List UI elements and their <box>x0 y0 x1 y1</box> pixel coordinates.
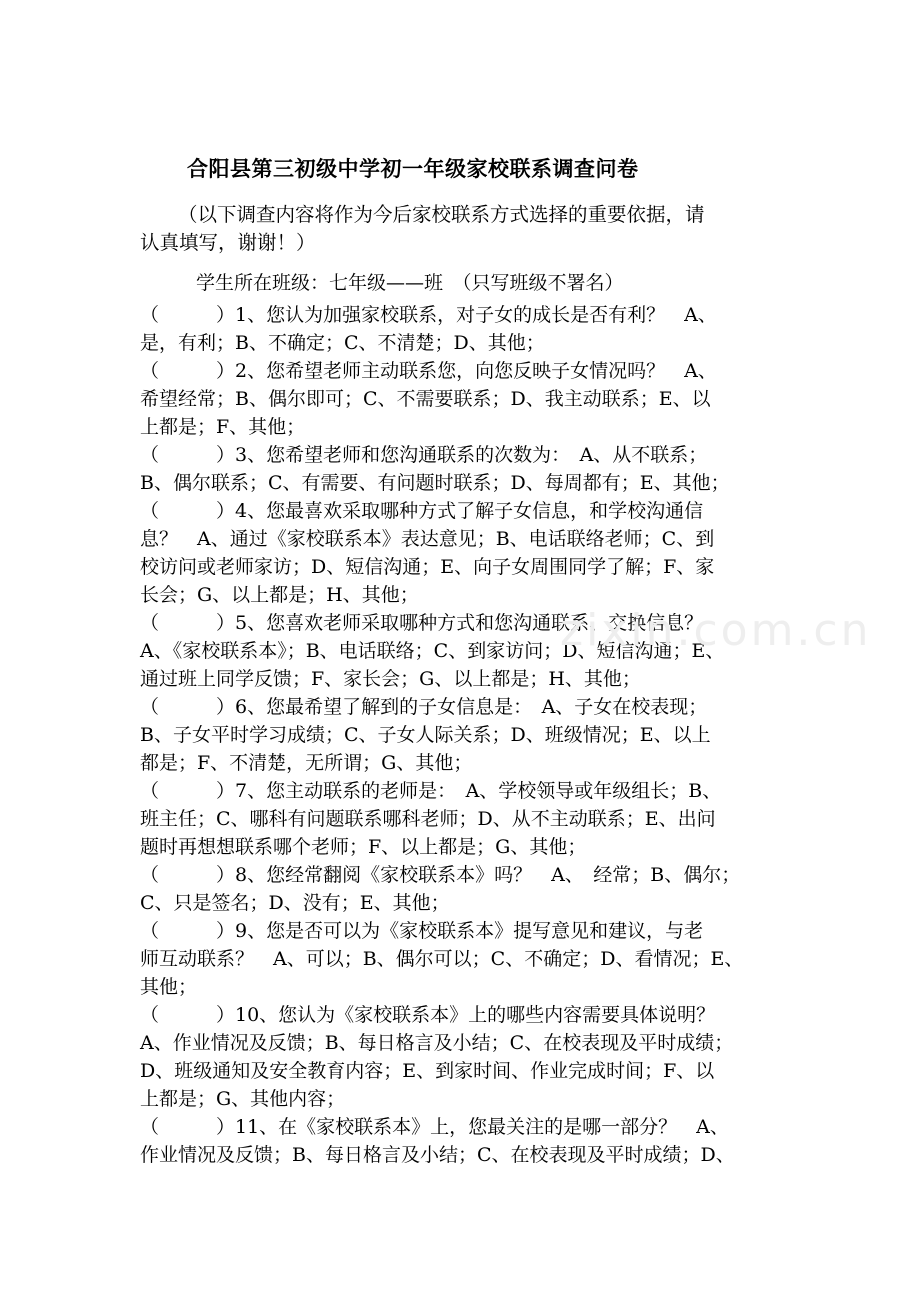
class-info-line: 学生所在班级：七年级——班 （只写班级不署名） <box>196 272 624 294</box>
question-line: 师互动联系？ A、可以；B、偶尔可以；C、不确定；D、看情况；E、 <box>140 948 744 970</box>
question-line: 长会；G、以上都是；H、其他； <box>140 584 419 606</box>
question-line: （ ）8、您经常翻阅《家校联系本》吗？ A、 经常；B、偶尔； <box>140 864 741 886</box>
watermark: zixin.com.cn <box>560 605 872 656</box>
question-line: （ ）5、您喜欢老师采取哪种方式和您沟通联系、交换信息？ <box>140 612 704 634</box>
question-line: C、只是签名；D、没有；E、其他； <box>140 892 450 914</box>
question-line: 校访问或老师家访；D、短信沟通；E、向子女周围同学了解；F、家 <box>140 556 715 578</box>
question-line: D、班级通知及安全教育内容；E、到家时间、作业完成时间；F、以 <box>140 1060 715 1082</box>
question-line: 班主任；C、哪科有问题联系哪科老师；D、从不主动联系；E、出问 <box>140 808 716 830</box>
page-title: 合阳县第三初级中学初一年级家校联系调查问卷 <box>187 156 639 181</box>
question-line: A、《家校联系本》；B、电话联络；C、到家访问；D、短信沟通；E、 <box>140 640 725 662</box>
question-line: A、作业情况及反馈；B、每日格言及小结；C、在校表现及平时成绩； <box>140 1032 734 1054</box>
question-line: （ ）2、您希望老师主动联系您，向您反映子女情况吗？ A、 <box>140 360 717 382</box>
question-line: （ ）1、您认为加强家校联系，对子女的成长是否有利？ A、 <box>140 304 717 326</box>
question-line: 是，有利；B、不确定；C、不清楚；D、其他； <box>140 332 545 354</box>
question-line: 上都是；F、其他； <box>140 416 306 438</box>
question-line: （ ）4、您最喜欢采取哪种方式了解子女信息，和学校沟通信 <box>140 500 704 522</box>
question-line: 上都是；G、其他内容； <box>140 1088 346 1110</box>
question-line: （ ）3、您希望老师和您沟通联系的次数为： A、从不联系； <box>140 444 708 466</box>
question-line: （ ）11、在《家校联系本》上，您最关注的是哪一部分？ A、 <box>140 1116 729 1138</box>
intro-line: 认真填写，谢谢！） <box>140 231 316 254</box>
question-line: （ ）9、您是否可以为《家校联系本》提写意见和建议，与老 <box>140 920 704 942</box>
question-line: B、子女平时学习成绩；C、子女人际关系；D、班级情况；E、以上 <box>140 724 711 746</box>
question-line: （ ）10、您认为《家校联系本》上的哪些内容需要具体说明？ <box>140 1004 716 1026</box>
question-line: B、偶尔联系；C、有需要、有问题时联系；D、每周都有；E、其他； <box>140 472 730 494</box>
question-line: 希望经常；B、偶尔即可；C、不需要联系；D、我主动联系；E、以 <box>140 388 711 410</box>
intro-line: （以下调查内容将作为今后家校联系方式选择的重要依据，请 <box>178 203 705 226</box>
question-line: 都是；F、不清楚，无所谓；G、其他； <box>140 752 473 774</box>
question-line: 通过班上同学反馈；F、家长会；G、以上都是；H、其他； <box>140 668 641 690</box>
question-line: （ ）6、您最希望了解到的子女信息是： A、子女在校表现； <box>140 696 708 718</box>
question-line: 其他； <box>140 976 198 998</box>
question-line: 作业情况及反馈；B、每日格言及小结；C、在校表现及平时成绩；D、 <box>140 1144 735 1166</box>
question-line: 息？ A、通过《家校联系本》表达意见；B、电话联络老师；C、到 <box>140 528 715 550</box>
question-line: 题时再想想联系哪个老师；F、以上都是；G、其他； <box>140 836 587 858</box>
question-line: （ ）7、您主动联系的老师是： A、学校领导或年级组长；B、 <box>140 780 722 802</box>
